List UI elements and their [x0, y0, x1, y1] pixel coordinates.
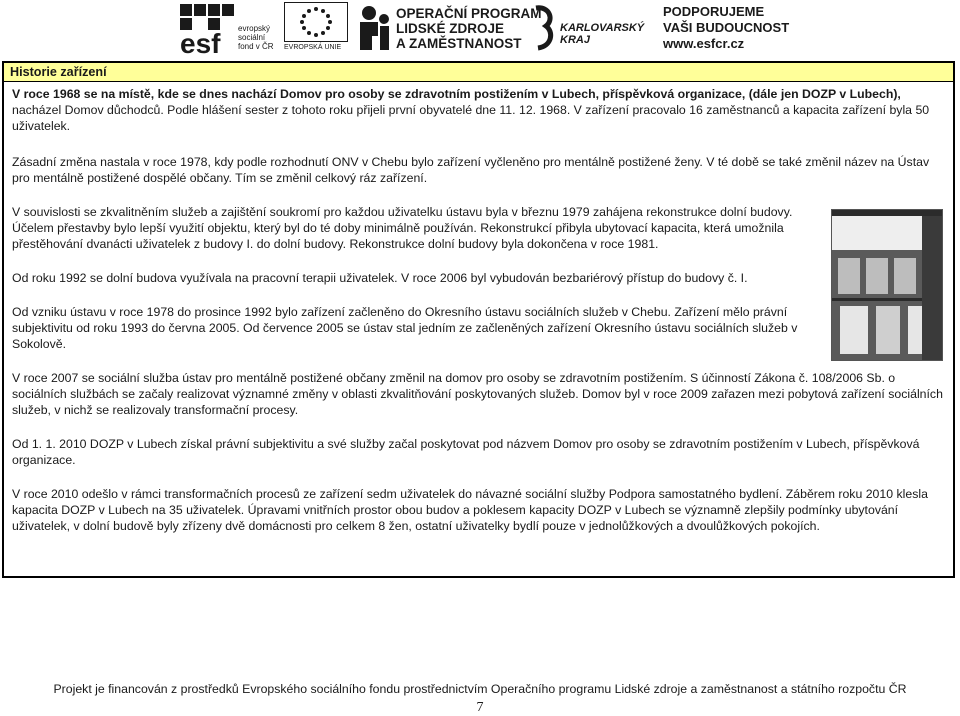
- building-photo: [831, 209, 943, 361]
- header-logos: [180, 2, 790, 56]
- svg-text:esf: esf: [180, 28, 221, 56]
- paragraph: Od vzniku ústavu v roce 1978 do prosince 1992 bylo zařízení začleněno do Okresního ústavu sociálních služeb v Chebu. Zařízení mělo právní subjektivitu od roku 1993 do června 2005. Od července 2005 se ústav stal jedním ze začleněných zařízení Okresního ústavu sociálních služeb v Sokolově.: [12, 305, 798, 351]
- paragraph: V roce 2010 odešlo v rámci transformačních procesů ze zařízení sedm uživatelek do návazné sociální služby Podpora samostatného bydlení. Záběrem roku 2010 klesla kapacita DOZP v Lubech na 35 uživatelek. Úpravami vnitřních prostor obou budov a poklesem kapacity DOZP v Lubech se významně zlepšily podmínky ubytování uživatelek, v dolní budově byly zřízeny dvě domácnosti pro celkem 8 žen, ostatní uživatelky bydlí pouze v jednolůžkových a dvoulůžkových pokojích.: [12, 487, 928, 533]
- section-body: [4, 82, 953, 534]
- karlovarsky-kraj-mark-icon: [532, 2, 558, 52]
- esf-logo: [180, 2, 280, 56]
- op-lzz-logo: [358, 2, 542, 56]
- eu-logo-label: EVROPSKÁ UNIE: [284, 44, 342, 51]
- paragraph-text: nacházel Domov důchodců. Podle hlášení sester z tohoto roku přijeli první obyvatelé dne 11. 12. 1968. V zařízení pracovalo 16 zaměstnanců a kapacita zařízení byla 50 uživatelek.: [12, 103, 930, 133]
- footer-funding-note: Projekt je financován z prostředků Evropského sociálního fondu prostřednictvím Operačního programu Lidské zdroje a zaměstnanost a státního rozpočtu ČR: [53, 682, 907, 696]
- eu-flag-icon: [284, 2, 348, 42]
- history-section: [2, 61, 955, 578]
- karlovarsky-kraj-logo: [532, 2, 645, 56]
- paragraph: Od roku 1992 se dolní budova využívala na pracovní terapii uživatelek. V roce 2006 byl vybudován bezbariérový přístup do budovy č. I.: [12, 271, 748, 285]
- paragraph: Zásadní změna nastala v roce 1978, kdy podle rozhodnutí ONV v Chebu bylo zařízení vyčleněno pro mentálně postižené ženy. V té době se také změnil název na Ústav pro mentálně postižené dospělé občany. Tím se změnil celkový ráz zařízení.: [12, 155, 930, 185]
- paragraph: Od 1. 1. 2010 DOZP v Lubech získal právní subjektivitu a své služby začal poskytovat pod názvem Domov pro osoby se zdravotním postižením v Lubech, příspěvková organizace.: [12, 437, 920, 467]
- paragraph-bold-lead: V roce 1968 se na místě, kde se dnes nachází Domov pro osoby se zdravotním postižením v Lubech, příspěvková organizace, (dále jen DOZP v Lubech),: [12, 87, 901, 101]
- esf-mark-icon: [180, 2, 238, 56]
- eu-logo: [284, 2, 348, 56]
- page-number: 7: [476, 700, 484, 715]
- esf-logo-text: evropský sociální fond v ČR: [238, 24, 274, 51]
- paragraph: [12, 86, 943, 134]
- paragraph: V souvislosti se zkvalitněním služeb a zajištění soukromí pro každou uživatelku ústavu byla v březnu 1979 zahájena rekonstrukce dolní budovy. Účelem přestavby bylo lepší využití objektu, který byl do té doby minimálně používán. Rekonstrukcí přibyla ubytovací kapacita, která umožnila přestěhování dvanácti uživatelek z budovy I. do dolní budovy. Rekonstrukce dolní budovy byla dokončena v roce 1981.: [12, 205, 793, 251]
- op-lzz-text: OPERAČNÍ PROGRAM LIDSKÉ ZDROJE A ZAMĚSTNANOST: [396, 6, 542, 51]
- support-slogan: PODPORUJEME VAŠI BUDOUCNOST www.esfcr.cz: [663, 4, 790, 51]
- op-lzz-mark-icon: [358, 4, 390, 52]
- karlovarsky-kraj-text: KARLOVARSKÝ KRAJ: [560, 22, 645, 46]
- paragraph: V roce 2007 se sociální služba ústav pro mentálně postižené občany změnil na domov pro osoby se zdravotním postižením. S účinností Zákona č. 108/2006 Sb. o sociálních službách se začaly realizovat významné změny v oblasti zkvalitňování poskytovaných služeb. Domov byl v roce 2009 zařazen mezi pobytová zařízení sociálních služeb, v nichž se realizovaly transformační procesy.: [12, 371, 943, 417]
- esfcr-link: www.esfcr.cz: [663, 36, 745, 51]
- section-title: Historie zařízení: [4, 63, 953, 82]
